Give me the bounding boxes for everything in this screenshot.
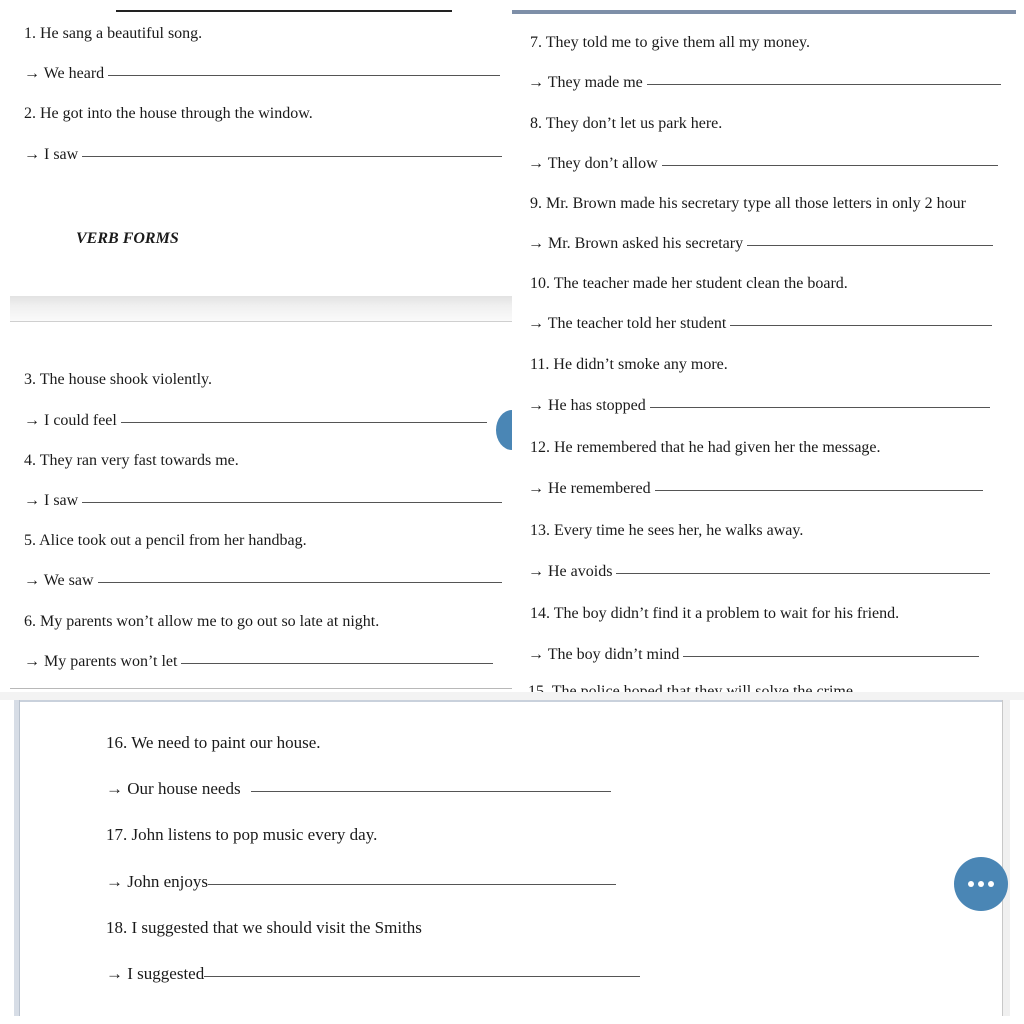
answer-blank[interactable] (747, 245, 993, 246)
exercise-16-answer: → Our house needs (106, 778, 611, 800)
top-divider (116, 10, 452, 12)
exercise-4-prompt: 4. They ran very fast towards me. (24, 452, 239, 469)
scroll-handle[interactable] (496, 410, 512, 450)
answer-blank[interactable] (647, 84, 1001, 85)
exercise-12-answer: → He remembered (528, 479, 983, 499)
exercise-5-answer: → We saw (24, 571, 502, 591)
exercise-6-answer: → My parents won’t let (24, 652, 493, 672)
frame-left-edge (14, 700, 20, 1016)
worksheet-panel-bottom (14, 700, 1010, 1016)
answer-blank[interactable] (683, 656, 979, 657)
exercise-12-prompt: 12. He remembered that he had given her the message. (530, 439, 881, 456)
exercise-2-answer: → I saw (24, 145, 502, 165)
exercise-18-prompt: 18. I suggested that we should visit the Smiths (106, 918, 422, 937)
exercise-1-answer: → We heard (24, 64, 500, 84)
exercise-17-answer: → John enjoys (106, 871, 616, 893)
exercise-8-prompt: 8. They don’t let us park here. (530, 115, 723, 132)
frame-right-edge (1002, 700, 1010, 1016)
exercise-2-prompt: 2. He got into the house through the window. (24, 105, 313, 122)
more-options-button[interactable] (954, 857, 1008, 911)
exercise-17-prompt: 17. John listens to pop music every day. (106, 825, 378, 844)
answer-blank[interactable] (655, 490, 983, 491)
worksheet-panel-left-top (10, 0, 512, 296)
answer-blank[interactable] (730, 325, 992, 326)
answer-blank[interactable] (82, 502, 502, 503)
exercise-11-prompt: 11. He didn’t smoke any more. (530, 356, 728, 373)
exercise-15-prompt-cut (528, 684, 853, 692)
exercise-10-prompt: 10. The teacher made her student clean the board. (530, 275, 848, 292)
exercise-3-prompt: 3. The house shook violently. (24, 371, 212, 388)
answer-blank[interactable] (650, 407, 990, 408)
panel-gap (10, 296, 512, 322)
exercise-18-answer: → I suggested (106, 963, 640, 985)
exercise-7-answer: → They made me (528, 73, 1001, 93)
exercise-13-answer: → He avoids (528, 562, 990, 582)
answer-blank[interactable] (616, 573, 990, 574)
answer-blank[interactable] (208, 884, 616, 885)
ellipsis-icon-dot (988, 881, 994, 887)
exercise-10-answer: → The teacher told her student (528, 314, 992, 334)
ellipsis-icon-dot (978, 881, 984, 887)
worksheet-panel-right (512, 0, 1016, 692)
exercise-14-prompt: 14. The boy didn’t find it a problem to wait for his friend. (530, 605, 900, 622)
exercise-3-answer: → I could feel (24, 411, 487, 431)
frame-top-edge (14, 700, 1010, 702)
answer-blank[interactable] (98, 582, 502, 583)
panel-separator-bottom (0, 692, 1024, 700)
exercise-16-prompt: 16. We need to paint our house. (106, 733, 321, 752)
exercise-7-prompt: 7. They told me to give them all my money. (530, 34, 810, 51)
exercise-1-prompt: 1. He sang a beautiful song. (24, 25, 203, 42)
ellipsis-icon-dot (968, 881, 974, 887)
exercise-13-prompt: 13. Every time he sees her, he walks away. (530, 522, 804, 539)
exercise-9-prompt: 9. Mr. Brown made his secretary type all those letters in only 2 hour (530, 195, 966, 212)
page-top-bar (512, 10, 1016, 14)
answer-blank[interactable] (662, 165, 998, 166)
exercise-4-answer: → I saw (24, 491, 502, 511)
answer-blank[interactable] (82, 156, 502, 157)
answer-blank[interactable] (121, 422, 487, 423)
exercise-6-prompt: 6. My parents won’t allow me to go out so late at night. (24, 613, 380, 630)
answer-blank[interactable] (204, 976, 640, 977)
worksheet-panel-left-bottom (10, 322, 512, 692)
answer-blank[interactable] (108, 75, 500, 76)
exercise-11-answer: → He has stopped (528, 396, 990, 416)
answer-blank[interactable] (251, 791, 611, 792)
exercise-9-answer: → Mr. Brown asked his secretary (528, 234, 993, 254)
answer-blank[interactable] (181, 663, 493, 664)
panel-separator (10, 688, 512, 689)
exercise-14-answer: → The boy didn’t mind (528, 645, 979, 665)
exercise-5-prompt: 5. Alice took out a pencil from her handbag. (24, 532, 307, 549)
section-title: VERB FORMS (76, 230, 179, 247)
exercise-8-answer: → They don’t allow (528, 154, 998, 174)
